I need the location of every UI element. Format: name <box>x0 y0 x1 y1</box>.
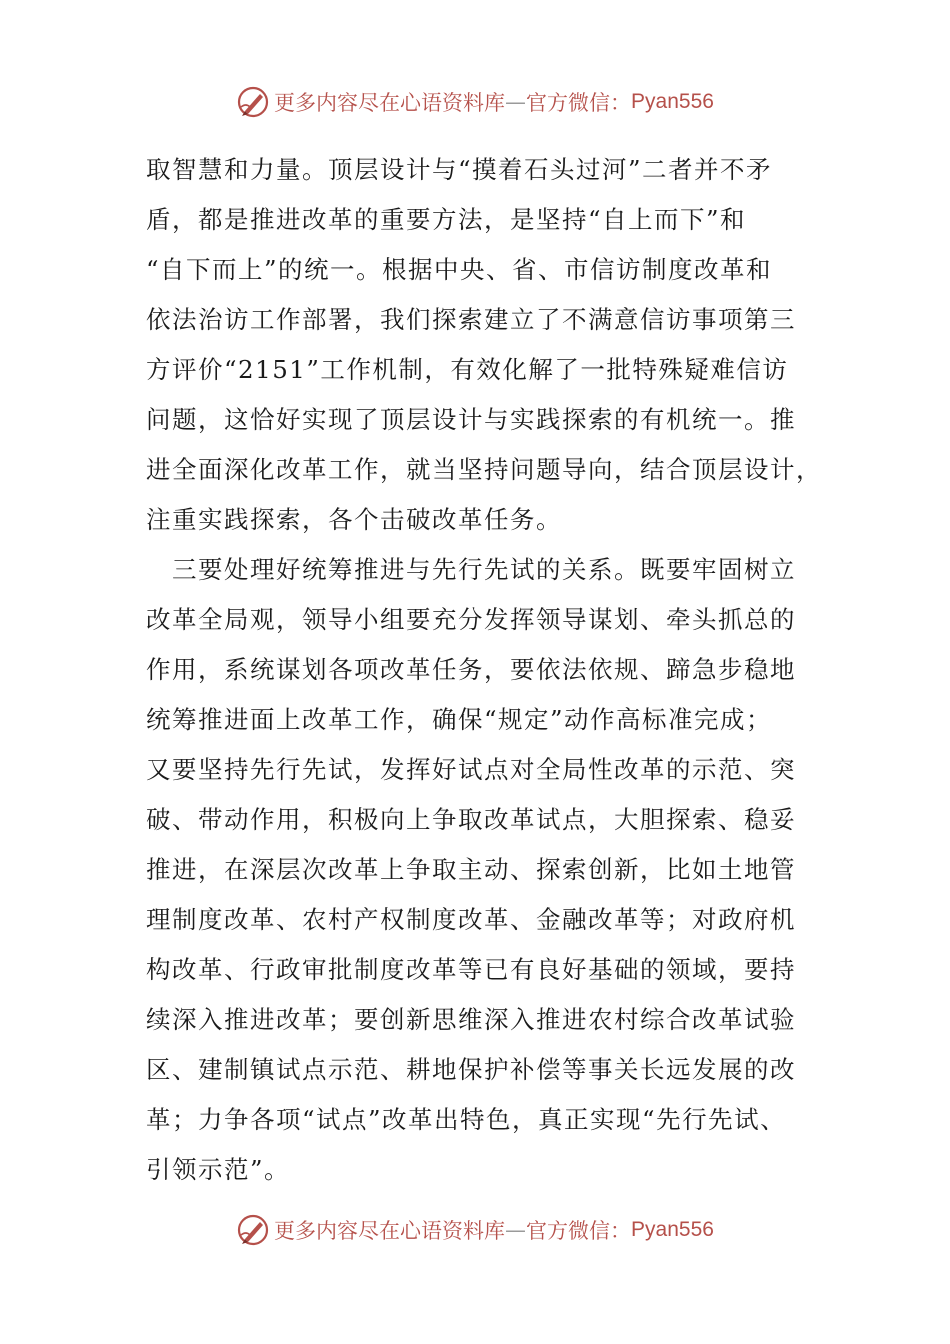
banner-separator: — <box>505 1218 527 1242</box>
text-line: 问题，这恰好实现了顶层设计与实践探索的有机统一。推 <box>146 405 796 434</box>
footer-banner <box>0 1210 950 1250</box>
text-line: 构改革、行政审批制度改革等已有良好基础的领域，要持 <box>146 955 796 984</box>
text-line: 推进，在深层次改革上争取主动、探索创新，比如土地管 <box>146 855 796 884</box>
text-line: 又要坚持先行先试，发挥好试点对全局性改革的示范、突 <box>146 755 796 784</box>
text-line: 依法治访工作部署，我们探索建立了不满意信访事项第三 <box>146 305 796 334</box>
text-line: 续深入推进改革；要创新思维深入推进农村综合改革试验 <box>146 1005 796 1034</box>
text-line: “自下而上”的统一。根据中央、省、市信访制度改革和 <box>146 255 773 284</box>
text-line: 革；力争各项“试点”改革出特色，真正实现“先行先试、 <box>146 1105 787 1134</box>
text-line: 进全面深化改革工作，就当坚持问题导向，结合顶层设计， <box>146 455 822 484</box>
text-line: 作用，系统谋划各项改革任务，要依法依规、蹄急步稳地 <box>146 655 796 684</box>
text-line: 理制度改革、农村产权制度改革、金融改革等；对政府机 <box>146 905 796 934</box>
pen-logo-icon <box>236 85 270 119</box>
text-line: 统筹推进面上改革工作，确保“规定”动作高标准完成； <box>146 705 773 734</box>
text-line: 改革全局观，领导小组要充分发挥领导谋划、牵头抓总的 <box>146 605 796 634</box>
text-line: 注重实践探索，各个击破改革任务。 <box>146 505 562 534</box>
banner-wechat-id: Pyan556 <box>631 90 714 113</box>
banner-title: 更多内容尽在心语资料库 <box>274 1219 506 1243</box>
document-body <box>146 145 822 1195</box>
text-line: 引领示范”。 <box>146 1155 291 1184</box>
banner-wechat-id: Pyan556 <box>631 1218 714 1241</box>
banner-official-label: 官方微信： <box>526 91 632 115</box>
text-line: 方评价“2151”工作机制，有效化解了一批特殊疑难信访 <box>146 355 789 384</box>
banner-title: 更多内容尽在心语资料库 <box>274 91 506 115</box>
banner-separator: — <box>505 90 527 114</box>
paragraph-start-line: 三要处理好统筹推进与先行先试的关系。既要牢固树立 <box>146 555 796 584</box>
text-line: 盾，都是推进改革的重要方法，是坚持“自上而下”和 <box>146 205 747 234</box>
text-line: 破、带动作用，积极向上争取改革试点，大胆探索、稳妥 <box>146 805 796 834</box>
text-line: 取智慧和力量。顶层设计与“摸着石头过河”二者并不矛 <box>146 155 773 184</box>
banner-official-label: 官方微信： <box>526 1219 632 1243</box>
pen-logo-icon <box>236 1213 270 1247</box>
text-line: 区、建制镇试点示范、耕地保护补偿等事关长远发展的改 <box>146 1055 796 1084</box>
header-banner <box>0 82 950 122</box>
